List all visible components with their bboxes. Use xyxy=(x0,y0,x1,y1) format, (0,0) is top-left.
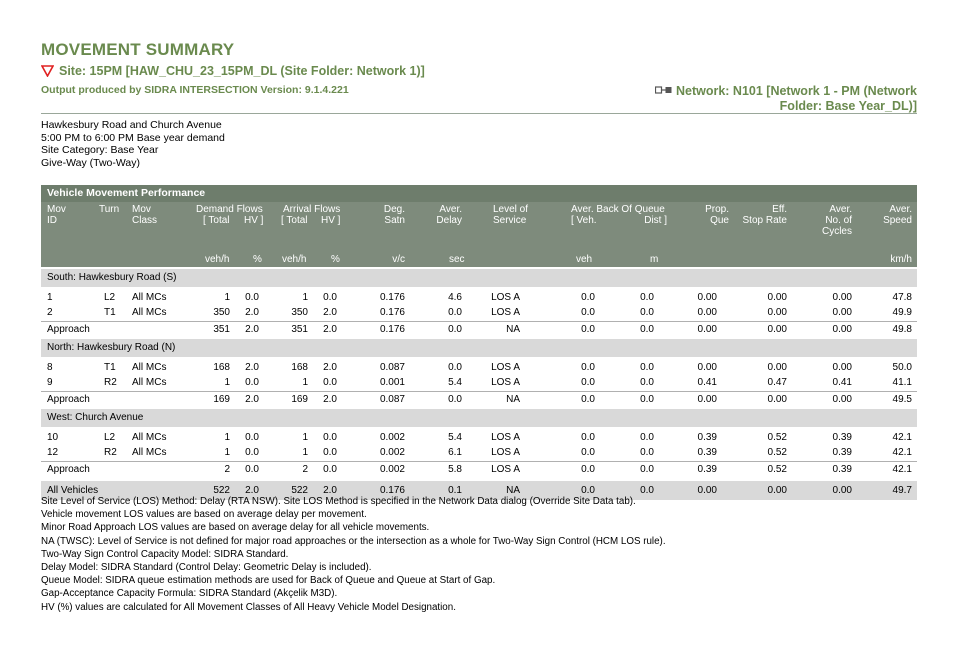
table-cell: 42.1 xyxy=(892,447,912,458)
table-cell: 0.00 xyxy=(832,292,852,303)
approach-section-header: South: Hawkesbury Road (S) xyxy=(41,269,917,287)
table-cell: 0.00 xyxy=(697,292,717,303)
note-line: Vehicle movement LOS values are based on average delay per movement. xyxy=(41,509,367,521)
unit-queue-veh: veh xyxy=(576,254,593,265)
hdr-turn: Turn xyxy=(99,204,120,215)
table-cell: 0.0 xyxy=(581,464,595,475)
hdr-class: Class xyxy=(132,215,158,226)
table-cell: 42.1 xyxy=(892,464,912,475)
network-label xyxy=(617,84,917,114)
site-info-line: Site Category: Base Year xyxy=(41,144,159,157)
hdr-level-of: Level of xyxy=(493,204,529,215)
table-cell: All MCs xyxy=(132,362,167,373)
approach-section-header: North: Hawkesbury Road (N) xyxy=(41,339,917,357)
hdr-satn: Satn xyxy=(384,215,405,226)
table-cell: 2.0 xyxy=(245,324,259,335)
table-cell: 0.39 xyxy=(697,447,717,458)
hdr-aver: Aver. xyxy=(439,204,462,215)
table-cell: 0.0 xyxy=(245,464,259,475)
site-info xyxy=(41,119,225,170)
table-cell: 0.00 xyxy=(767,292,787,303)
unit-deg: v/c xyxy=(392,254,405,265)
table-cell: 5.4 xyxy=(448,432,462,443)
table-body xyxy=(41,269,917,500)
table-cell: 49.9 xyxy=(892,307,912,318)
table-cell: 0.0 xyxy=(323,432,337,443)
table-cell: 0.0 xyxy=(640,307,654,318)
table-cell: LOS A xyxy=(491,464,520,475)
table-cell: 0.00 xyxy=(697,362,717,373)
table-cell: 0.0 xyxy=(323,464,337,475)
table-cell: 350 xyxy=(291,307,308,318)
table-cell: 1 xyxy=(302,377,308,388)
table-cell: 5.8 xyxy=(448,464,462,475)
approach-row xyxy=(41,461,917,477)
hdr-prop: Prop. xyxy=(705,204,729,215)
table-cell: NA xyxy=(506,324,520,335)
approach-section-header: West: Church Avenue xyxy=(41,409,917,427)
table-cell: 0.0 xyxy=(640,292,654,303)
unit-queue-dist: m xyxy=(650,254,659,265)
hdr-deg: Deg. xyxy=(383,204,405,215)
table-cell: 49.8 xyxy=(892,324,912,335)
table-cell: 2 xyxy=(47,307,53,318)
table-cell: 2.0 xyxy=(245,307,259,318)
table-cell: 0.0 xyxy=(245,432,259,443)
table-cell: 0.0 xyxy=(640,394,654,405)
table-cell: 0.00 xyxy=(767,324,787,335)
table-cell: 0.0 xyxy=(640,362,654,373)
table-cell: 2 xyxy=(224,464,230,475)
table-cell: 0.39 xyxy=(832,464,852,475)
table-header xyxy=(41,202,917,267)
note-line: Site Level of Service (LOS) Method: Delay (RTA NSW). Site LOS Method is specified in the Network Data dialog (Override Site Data tab). xyxy=(41,496,636,507)
table-cell: 522 xyxy=(291,485,308,496)
hdr-arrival-hv: HV ] xyxy=(321,215,341,226)
table-cell: 0.41 xyxy=(697,377,717,388)
table-cell: 0.087 xyxy=(379,394,405,405)
table-cell: 1 xyxy=(224,377,230,388)
table-cell: 0.0 xyxy=(581,307,595,318)
table-cell: L2 xyxy=(104,292,116,303)
table-cell: 0.00 xyxy=(697,324,717,335)
table-cell: T1 xyxy=(104,362,116,373)
table-cell: Approach xyxy=(47,464,90,475)
table-cell: 0.0 xyxy=(448,362,462,373)
table-cell: 2.0 xyxy=(323,394,337,405)
table-cell: 0.00 xyxy=(767,362,787,373)
hdr-service: Service xyxy=(493,215,527,226)
note-line: Minor Road Approach LOS values are based on average delay for all vehicle movements. xyxy=(41,522,430,534)
table-cell: 351 xyxy=(213,324,230,335)
table-cell: 0.0 xyxy=(323,447,337,458)
unit-demand-hv: % xyxy=(253,254,262,265)
table-cell: 1 xyxy=(302,447,308,458)
table-cell: 1 xyxy=(224,432,230,443)
unit-demand-total: veh/h xyxy=(205,254,230,265)
table-cell: 4.6 xyxy=(448,292,462,303)
table-cell: L2 xyxy=(104,432,116,443)
table-cell: 5.4 xyxy=(448,377,462,388)
table-cell: 2.0 xyxy=(245,362,259,373)
table-cell: 50.0 xyxy=(892,362,912,373)
table-cell: 49.5 xyxy=(892,394,912,405)
table-cell: 0.52 xyxy=(767,464,787,475)
table-cell: 0.002 xyxy=(379,447,405,458)
table-banner: Vehicle Movement Performance xyxy=(41,185,917,202)
table-cell: NA xyxy=(506,394,520,405)
table-cell: LOS A xyxy=(491,377,520,388)
table-row xyxy=(41,430,917,445)
hdr-arrival-flows: Arrival Flows xyxy=(283,204,341,215)
approach-row xyxy=(41,391,917,407)
table-cell: 168 xyxy=(213,362,230,373)
table-cell: 0.39 xyxy=(697,464,717,475)
table-cell: 2.0 xyxy=(323,362,337,373)
table-cell: All MCs xyxy=(132,307,167,318)
hdr-demand-hv: HV ] xyxy=(244,215,264,226)
warning-triangle-icon xyxy=(41,65,54,77)
table-cell: 42.1 xyxy=(892,432,912,443)
table-row xyxy=(41,360,917,375)
table-cell: All MCs xyxy=(132,447,167,458)
table-cell: All MCs xyxy=(132,432,167,443)
table-cell: 0.0 xyxy=(640,464,654,475)
note-line: Two-Way Sign Control Capacity Model: SIDRA Standard. xyxy=(41,548,289,560)
table-cell: 2.0 xyxy=(323,307,337,318)
table-cell: 2 xyxy=(302,464,308,475)
unit-delay: sec xyxy=(449,254,465,265)
table-cell: 1 xyxy=(302,292,308,303)
table-cell: LOS A xyxy=(491,307,520,318)
table-cell: 0.0 xyxy=(448,324,462,335)
table-cell: 0.00 xyxy=(697,485,717,496)
table-cell: 0.0 xyxy=(581,485,595,496)
table-cell: 0.0 xyxy=(245,447,259,458)
table-cell: 0.0 xyxy=(323,292,337,303)
movement-performance-table xyxy=(41,185,917,500)
table-cell: 2.0 xyxy=(323,485,337,496)
unit-speed: km/h xyxy=(890,254,912,265)
unit-arrival-total: veh/h xyxy=(282,254,307,265)
hdr-queue-veh: [ Veh. xyxy=(571,215,597,226)
table-cell: 41.1 xyxy=(892,377,912,388)
table-cell: 0.00 xyxy=(767,307,787,318)
hdr-queue-dist: Dist ] xyxy=(644,215,667,226)
hdr-cycles: Cycles xyxy=(821,226,852,237)
hdr-mov: Mov xyxy=(47,204,66,215)
header-divider xyxy=(41,113,917,114)
note-line: Delay Model: SIDRA Standard (Control Delay: Geometric Delay is included). xyxy=(41,562,372,574)
table-cell: 0.0 xyxy=(640,377,654,388)
table-cell: Approach xyxy=(47,324,90,335)
table-cell: 0.0 xyxy=(323,377,337,388)
note-line: HV (%) values are calculated for All Movement Classes of All Heavy Vehicle Model Designation. xyxy=(41,601,456,613)
approach-row xyxy=(41,321,917,337)
table-cell: All Vehicles xyxy=(47,485,99,496)
network-icon xyxy=(655,86,672,95)
table-cell: 0.0 xyxy=(640,432,654,443)
table-cell: 2.0 xyxy=(245,485,259,496)
table-cell: All MCs xyxy=(132,377,167,388)
table-cell: T1 xyxy=(104,307,116,318)
table-cell: 49.7 xyxy=(892,485,912,496)
table-cell: 0.00 xyxy=(697,394,717,405)
hdr-speed: Speed xyxy=(883,215,912,226)
table-row xyxy=(41,305,917,320)
table-cell: 1 xyxy=(224,447,230,458)
table-cell: 0.001 xyxy=(379,377,405,388)
table-cell: 9 xyxy=(47,377,53,388)
table-cell: 1 xyxy=(47,292,53,303)
table-cell: Approach xyxy=(47,394,90,405)
network-line-2: Folder: Base Year_DL)] xyxy=(779,99,917,113)
table-cell: 0.00 xyxy=(697,307,717,318)
table-cell: 0.47 xyxy=(767,377,787,388)
table-cell: 0.0 xyxy=(581,324,595,335)
unit-arrival-hv: % xyxy=(331,254,340,265)
hdr-stop-rate: Stop Rate xyxy=(742,215,787,226)
table-cell: 0.00 xyxy=(832,362,852,373)
table-cell: LOS A xyxy=(491,447,520,458)
table-cell: 168 xyxy=(291,362,308,373)
table-cell: 1 xyxy=(302,432,308,443)
site-info-line: 5:00 PM to 6:00 PM Base year demand xyxy=(41,131,225,144)
hdr-demand-total: [ Total xyxy=(203,215,230,226)
hdr-back-of-queue: Aver. Back Of Queue xyxy=(571,204,665,215)
table-cell: 0.0 xyxy=(245,377,259,388)
table-cell: 10 xyxy=(47,432,59,443)
table-cell: 169 xyxy=(291,394,308,405)
network-line-1: Network: N101 [Network 1 - PM (Network xyxy=(675,84,917,98)
hdr-demand-flows: Demand Flows xyxy=(196,204,263,215)
hdr-id: ID xyxy=(47,215,57,226)
table-cell: 0.002 xyxy=(379,432,405,443)
note-line: Gap-Acceptance Capacity Formula: SIDRA Standard (Akçelik M3D). xyxy=(41,588,338,600)
table-cell: 12 xyxy=(47,447,59,458)
table-cell: 0.176 xyxy=(379,292,405,303)
table-cell: 0.00 xyxy=(767,485,787,496)
table-cell: 0.0 xyxy=(448,307,462,318)
table-cell: 0.0 xyxy=(581,394,595,405)
table-cell: 2.0 xyxy=(323,324,337,335)
note-line: Queue Model: SIDRA queue estimation methods are used for Back of Queue and Queue at Start of Gap. xyxy=(41,575,496,587)
table-cell: 0.0 xyxy=(640,485,654,496)
table-cell: 0.0 xyxy=(581,377,595,388)
table-cell: 0.39 xyxy=(832,432,852,443)
table-row xyxy=(41,445,917,460)
table-cell: 0.0 xyxy=(640,324,654,335)
table-cell: 0.002 xyxy=(379,464,405,475)
table-cell: 169 xyxy=(213,394,230,405)
table-cell: All MCs xyxy=(132,292,167,303)
table-cell: 0.0 xyxy=(581,432,595,443)
table-cell: 47.8 xyxy=(892,292,912,303)
table-cell: 1 xyxy=(224,292,230,303)
hdr-arrival-total: [ Total xyxy=(281,215,308,226)
table-cell: 522 xyxy=(213,485,230,496)
table-cell: 6.1 xyxy=(448,447,462,458)
table-cell: 0.0 xyxy=(245,292,259,303)
hdr-eff: Eff. xyxy=(772,204,787,215)
page-title: MOVEMENT SUMMARY xyxy=(41,40,235,59)
hdr-movclass: Mov xyxy=(132,204,151,215)
table-cell: 0.0 xyxy=(581,292,595,303)
table-cell: 350 xyxy=(213,307,230,318)
table-cell: 0.176 xyxy=(379,485,405,496)
table-cell: 0.00 xyxy=(832,307,852,318)
table-cell: 351 xyxy=(291,324,308,335)
table-cell: 0.0 xyxy=(581,362,595,373)
table-cell: 0.176 xyxy=(379,324,405,335)
table-cell: 0.52 xyxy=(767,432,787,443)
hdr-speed-aver: Aver. xyxy=(889,204,912,215)
table-cell: 0.00 xyxy=(832,485,852,496)
table-row xyxy=(41,375,917,390)
hdr-que: Que xyxy=(710,215,729,226)
table-cell: 0.00 xyxy=(767,394,787,405)
table-cell: 0.00 xyxy=(832,394,852,405)
table-cell: 0.1 xyxy=(448,485,462,496)
hdr-delay: Delay xyxy=(436,215,462,226)
table-cell: 0.0 xyxy=(640,447,654,458)
table-cell: NA xyxy=(506,485,520,496)
table-cell: 0.39 xyxy=(697,432,717,443)
output-produced-by: Output produced by SIDRA INTERSECTION Version: 9.1.4.221 xyxy=(41,84,349,96)
table-cell: LOS A xyxy=(491,292,520,303)
table-cell: 0.00 xyxy=(832,324,852,335)
table-cell: 2.0 xyxy=(245,394,259,405)
table-row xyxy=(41,290,917,305)
table-cell: R2 xyxy=(104,447,117,458)
site-label: Site: 15PM [HAW_CHU_23_15PM_DL (Site Folder: Network 1)] xyxy=(59,64,425,78)
hdr-cycles-aver: Aver. xyxy=(829,204,852,215)
table-cell: R2 xyxy=(104,377,117,388)
table-cell: 0.52 xyxy=(767,447,787,458)
table-cell: 8 xyxy=(47,362,53,373)
table-cell: 0.41 xyxy=(832,377,852,388)
site-line xyxy=(41,64,425,78)
note-line: NA (TWSC): Level of Service is not defined for major road approaches or the intersection as a whole for Two-Way Sign Control (HCM LOS rule). xyxy=(41,535,666,547)
notes xyxy=(41,495,666,614)
table-cell: 0.0 xyxy=(581,447,595,458)
table-cell: 0.087 xyxy=(379,362,405,373)
table-cell: LOS A xyxy=(491,362,520,373)
hdr-no-of: No. of xyxy=(825,215,852,226)
site-info-line: Give-Way (Two-Way) xyxy=(41,157,140,170)
table-cell: 0.0 xyxy=(448,394,462,405)
table-cell: LOS A xyxy=(491,432,520,443)
table-cell: 0.39 xyxy=(832,447,852,458)
table-cell: 0.176 xyxy=(379,307,405,318)
site-info-line: Hawkesbury Road and Church Avenue xyxy=(41,119,222,131)
